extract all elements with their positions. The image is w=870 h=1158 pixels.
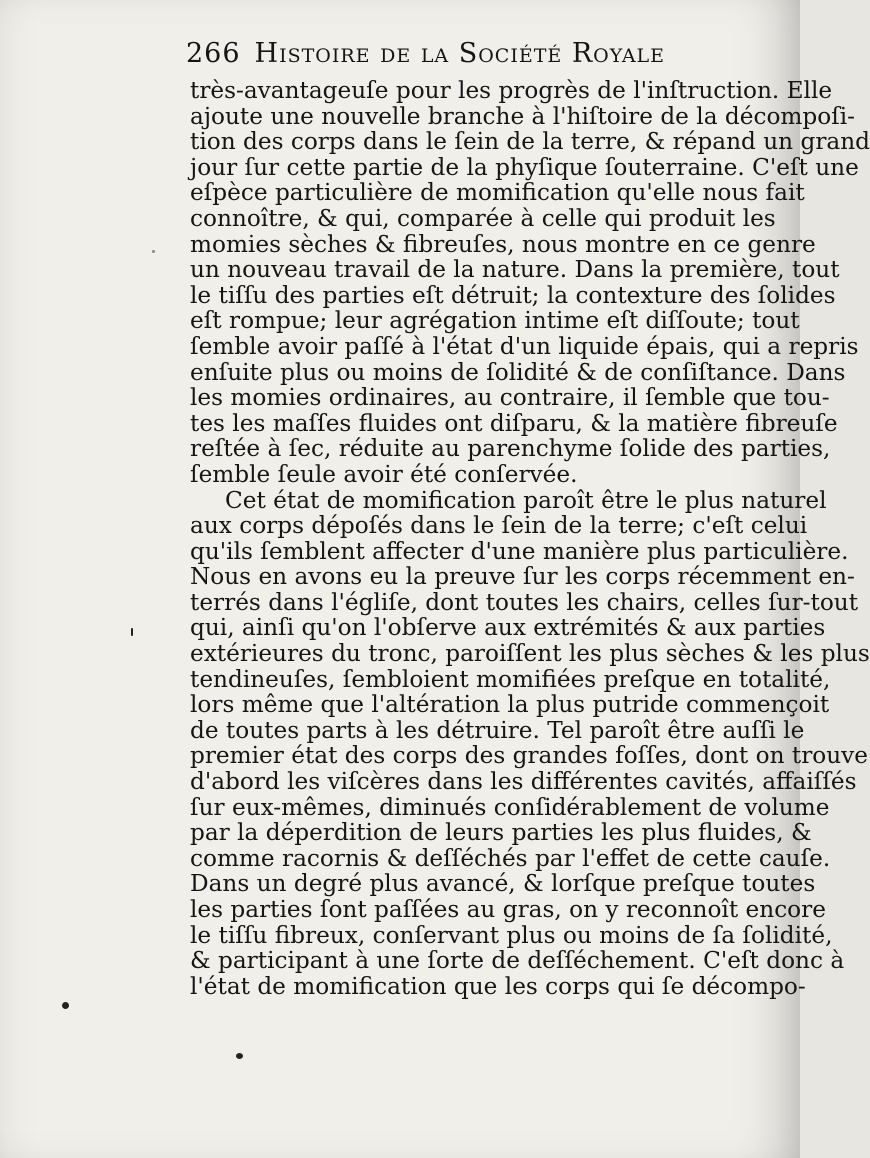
ink-speck xyxy=(152,250,155,253)
paragraph-start-line: Cet état de momification paroît être le plus naturel xyxy=(225,486,827,514)
text-line: les momies ordinaires, au contraire, il ſemble que tou- xyxy=(190,384,830,412)
text-line: Dans un degré plus avancé, & lorſque preſque toutes xyxy=(190,870,816,898)
text-line: qui, ainſi qu'on l'obſerve aux extrémités & aux parties xyxy=(190,614,826,642)
text-line: eſpèce particulière de momification qu'elle nous fait xyxy=(190,179,805,207)
text-line: les parties ſont paſſées au gras, on y reconnoît encore xyxy=(190,896,826,923)
running-header xyxy=(186,38,746,78)
ink-speck xyxy=(236,1053,243,1059)
text-line: jour ſur cette partie de la phyſique ſouterraine. C'eſt une xyxy=(190,153,859,181)
text-line: ſemble avoir paſſé à l'état d'un liquide épais, qui a repris xyxy=(190,332,859,360)
text-line: le tiſſu des parties eſt détruit; la contexture des ſolides xyxy=(190,281,836,309)
text-line: connoître, & qui, comparée à celle qui produit les xyxy=(190,204,776,232)
running-title: Histoire de la Société Royale xyxy=(254,38,666,69)
text-line: très-avantageuſe pour les progrès de l'inſtruction. Elle xyxy=(190,77,833,104)
text-line: ſemble ſeule avoir été conſervée. xyxy=(190,460,578,488)
text-line: d'abord les viſcères dans les différentes cavités, affaiſſés xyxy=(190,768,857,796)
text-line: tes les maſſes fluides ont diſparu, & la matière fibreuſe xyxy=(190,409,838,437)
text-line: enſuite plus ou moins de ſolidité & de conſiſtance. Dans xyxy=(190,358,846,386)
page-number: 266 xyxy=(186,38,241,69)
ink-speck xyxy=(62,1002,69,1009)
text-line: extérieures du tronc, paroiſſent les plus sèches & les plus xyxy=(190,640,870,668)
text-line: ajoute une nouvelle branche à l'hiſtoire de la décompoſi- xyxy=(190,102,856,130)
text-line: premier état des corps des grandes foſſes, dont on trouve xyxy=(190,742,868,770)
text-line: tendineuſes, ſembloient momifiées preſque en totalité, xyxy=(190,665,831,693)
text-line: eſt rompue; leur agrégation intime eſt diſſoute; tout xyxy=(190,307,800,335)
text-line: le tiſſu fibreux, conſervant plus ou moins de ſa ſolidité, xyxy=(190,921,833,949)
text-line: aux corps dépoſés dans le ſein de la terre; c'eſt celui xyxy=(190,512,808,540)
text-line: l'état de momification que les corps qui ſe décompo- xyxy=(190,972,806,1000)
text-line: momies sèches & fibreuſes, nous montre en ce genre xyxy=(190,230,816,258)
text-line: & participant à une ſorte de deſſéchement. C'eſt donc à xyxy=(190,947,845,975)
text-line: par la déperdition de leurs parties les plus fluides, & xyxy=(190,819,812,847)
body-text xyxy=(190,77,870,1000)
text-line: qu'ils ſemblent affecter d'une manière plus particulière. xyxy=(190,537,849,565)
text-line: terrés dans l'égliſe, dont toutes les chairs, celles ſur-tout xyxy=(190,588,859,616)
text-line: tion des corps dans le ſein de la terre, & répand un grand xyxy=(190,128,870,156)
text-line: Nous en avons eu la preuve ſur les corps récemment en- xyxy=(190,563,855,591)
ink-speck xyxy=(131,628,133,636)
text-line: comme racornis & deſſéchés par l'effet de cette cauſe. xyxy=(190,844,831,872)
text-line: reſtée à ſec, réduite au parenchyme ſolide des parties, xyxy=(190,435,831,463)
text-line: ſur eux-mêmes, diminués conſidérablement de volume xyxy=(190,793,830,821)
text-line: de toutes parts à les détruire. Tel paroît être auſſi le xyxy=(190,716,805,744)
text-line: un nouveau travail de la nature. Dans la première, tout xyxy=(190,256,840,284)
text-line: lors même que l'altération la plus putride commençoit xyxy=(190,691,830,719)
